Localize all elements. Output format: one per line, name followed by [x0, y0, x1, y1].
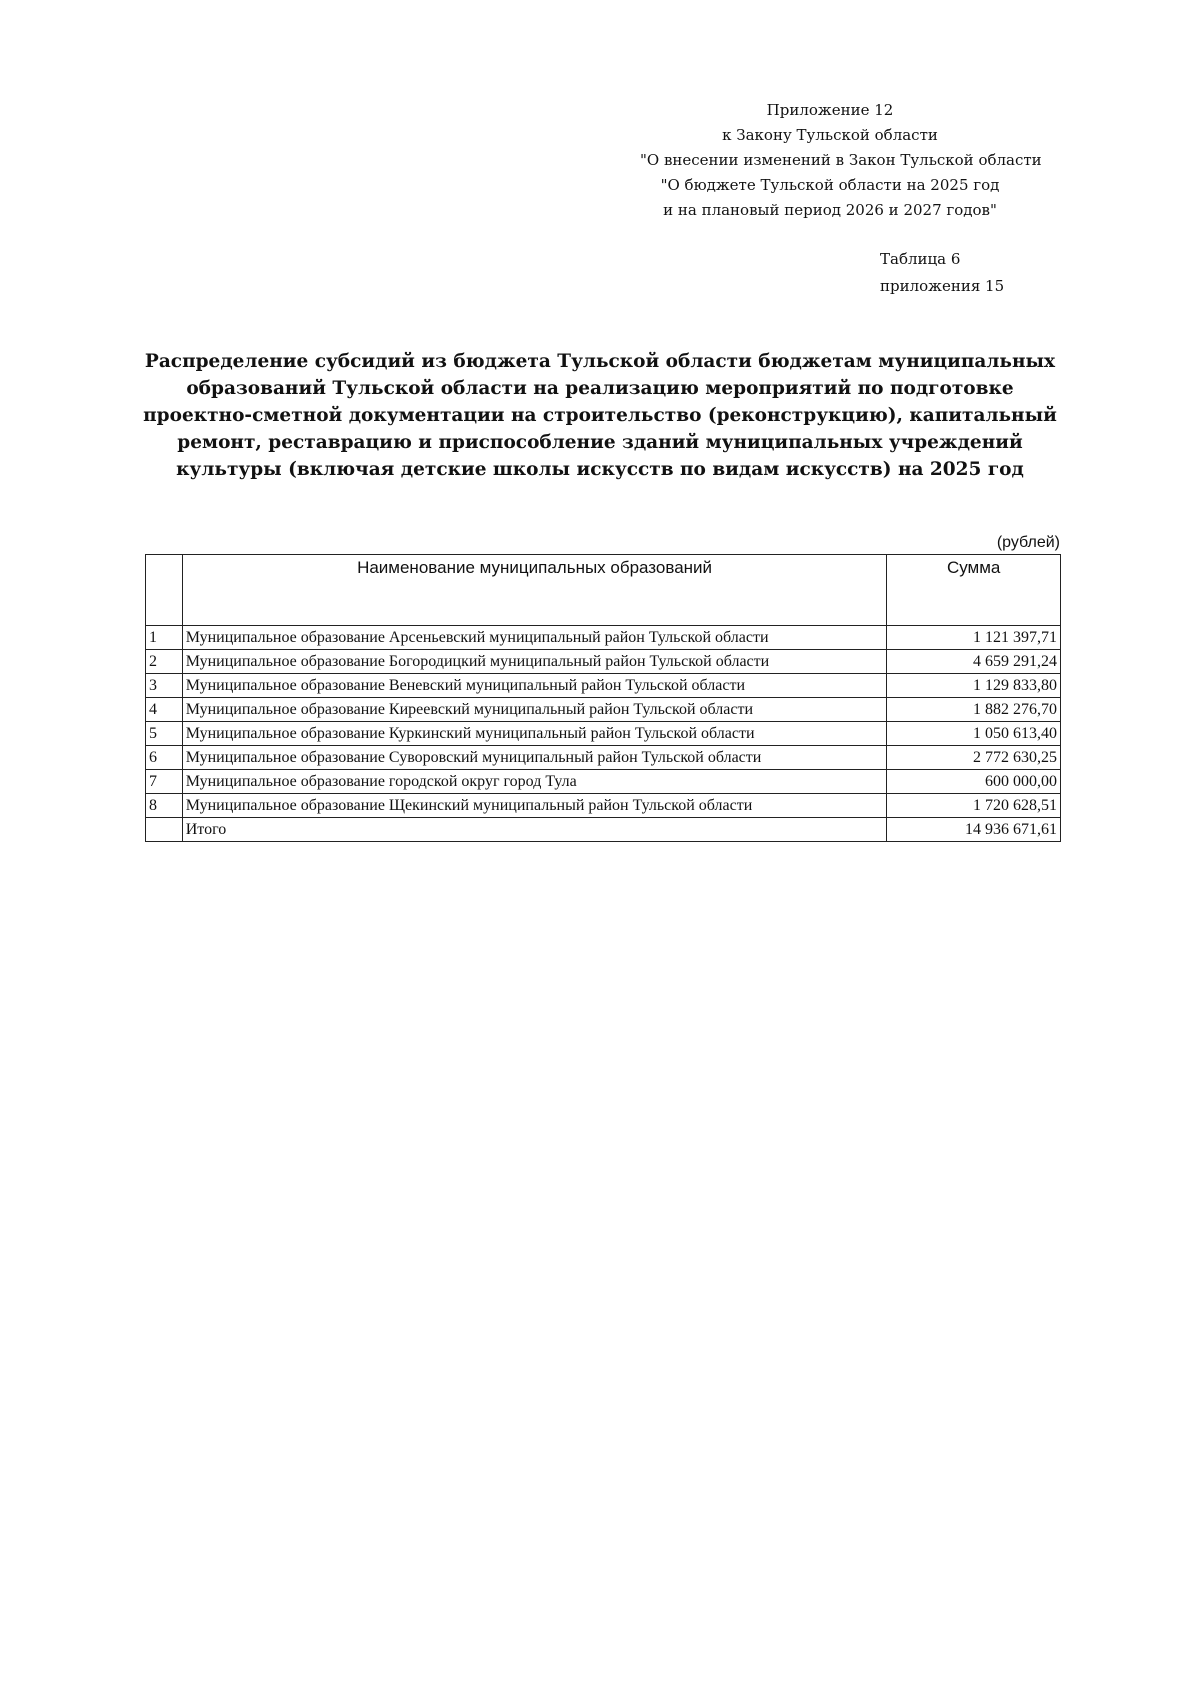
row-sum: 1 121 397,71 [887, 626, 1061, 650]
row-name: Муниципальное образование Щекинский муниципальный район Тульской области [182, 794, 887, 818]
row-name: Муниципальное образование городской округ город Тула [182, 770, 887, 794]
row-sum: 1 882 276,70 [887, 698, 1061, 722]
row-number: 8 [146, 794, 183, 818]
table-header-row [146, 555, 1061, 626]
table-annex: приложения 15 [880, 277, 1005, 295]
total-sum: 14 936 671,61 [887, 818, 1061, 842]
total-label: Итого [182, 818, 887, 842]
row-number: 1 [146, 626, 183, 650]
row-sum: 1 050 613,40 [887, 722, 1061, 746]
row-number: 2 [146, 650, 183, 674]
row-name: Муниципальное образование Киреевский муниципальный район Тульской области [182, 698, 887, 722]
table-row [146, 674, 1061, 698]
units-label: (рублей) [996, 534, 1060, 551]
table-reference [880, 246, 1004, 300]
subsidy-table [145, 554, 1061, 842]
appendix-line: "О внесении изменений в Закон Тульской области [640, 151, 1042, 169]
row-name: Муниципальное образование Куркинский муниципальный район Тульской области [182, 722, 887, 746]
row-name: Муниципальное образование Богородицкий муниципальный район Тульской области [182, 650, 887, 674]
appendix-line: Приложение 12 [766, 101, 894, 119]
table-number: Таблица 6 [880, 250, 961, 268]
header-name: Наименование муниципальных образований [182, 555, 887, 626]
document-title: Распределение субсидий из бюджета Тульской области бюджетам муниципальных образований Тульской области на реализацию мероприятий по подготовке проектно-сметной документации на строительство (реконструкцию), капитальный ремонт, реставрацию и приспособление зданий муниципальных учреждений культуры (включая детские школы искусств по видам искусств) на 2025 год [143, 351, 1057, 480]
table-row [146, 794, 1061, 818]
table-row [146, 626, 1061, 650]
table-row [146, 722, 1061, 746]
header-sum: Сумма [887, 555, 1061, 626]
row-number: 6 [146, 746, 183, 770]
table-row [146, 650, 1061, 674]
row-number: 5 [146, 722, 183, 746]
row-sum: 1 129 833,80 [887, 674, 1061, 698]
table-total-row [146, 818, 1061, 842]
row-sum: 4 659 291,24 [887, 650, 1061, 674]
appendix-line: "О бюджете Тульской области на 2025 год [660, 176, 1000, 194]
table-row [146, 770, 1061, 794]
total-number [146, 818, 183, 842]
appendix-reference [640, 98, 1042, 223]
appendix-line: к Закону Тульской области [722, 126, 938, 144]
header-num [146, 555, 183, 626]
row-sum: 1 720 628,51 [887, 794, 1061, 818]
table-row [146, 698, 1061, 722]
row-number: 4 [146, 698, 183, 722]
row-name: Муниципальное образование Арсеньевский муниципальный район Тульской области [182, 626, 887, 650]
row-sum: 2 772 630,25 [887, 746, 1061, 770]
row-name: Муниципальное образование Веневский муниципальный район Тульской области [182, 674, 887, 698]
row-name: Муниципальное образование Суворовский муниципальный район Тульской области [182, 746, 887, 770]
row-number: 7 [146, 770, 183, 794]
table-row [146, 746, 1061, 770]
appendix-line: и на плановый период 2026 и 2027 годов" [663, 201, 997, 219]
row-sum: 600 000,00 [887, 770, 1061, 794]
row-number: 3 [146, 674, 183, 698]
